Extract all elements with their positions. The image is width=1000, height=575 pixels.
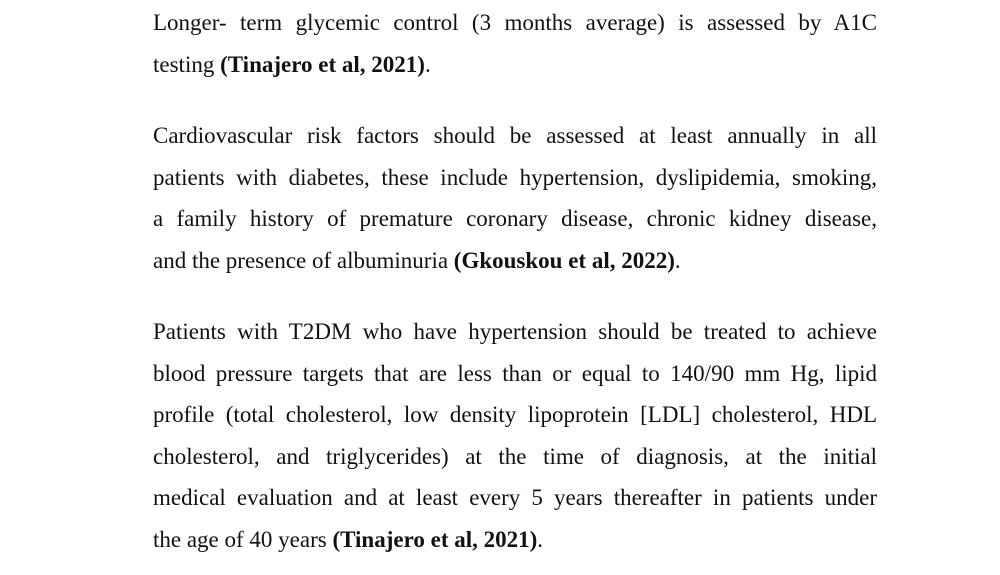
text-line: Cardiovascular risk factors should be assessed at least annually in all (153, 123, 877, 148)
text-line: a family history of premature coronary disease, chronic kidney disease, (153, 206, 877, 231)
paragraph-cardiovascular-risk (153, 115, 877, 281)
citation: (Tinajero et al, 2021) (332, 526, 538, 552)
text-line: cholesterol, and triglycerides) at the time of diagnosis, at the initial (153, 443, 877, 469)
citation: (Gkouskou et al, 2022) (453, 247, 675, 273)
line-end-punctuation: . (424, 51, 431, 77)
line-text: testing (153, 51, 221, 77)
text-line: medical evaluation and at least every 5 years thereafter in patients under (153, 485, 877, 510)
text-line: Patients with T2DM who have hypertension should be treated to achieve (153, 319, 877, 344)
paragraph-hypertension-treatment (153, 311, 877, 560)
text-line: profile (total cholesterol, low density lipoprotein [LDL] cholesterol, HDL (153, 402, 877, 427)
text-line (153, 519, 877, 561)
text-line: Longer- term glycemic control (3 months average) is assessed by A1C (153, 10, 877, 35)
line-end-punctuation: . (674, 247, 681, 273)
text-line (153, 44, 877, 86)
line-text: the age of 40 years (153, 526, 333, 552)
text-line (153, 240, 877, 282)
text-line: patients with diabetes, these include hypertension, dyslipidemia, smoking, (153, 164, 877, 190)
citation: (Tinajero et al, 2021) (220, 51, 425, 77)
paragraph-glycemic-control (153, 2, 877, 85)
line-text: and the presence of albuminuria (153, 247, 454, 273)
text-line: blood pressure targets that are less than or equal to 140/90 mm Hg, lipid (153, 360, 877, 386)
line-end-punctuation: . (537, 526, 544, 552)
